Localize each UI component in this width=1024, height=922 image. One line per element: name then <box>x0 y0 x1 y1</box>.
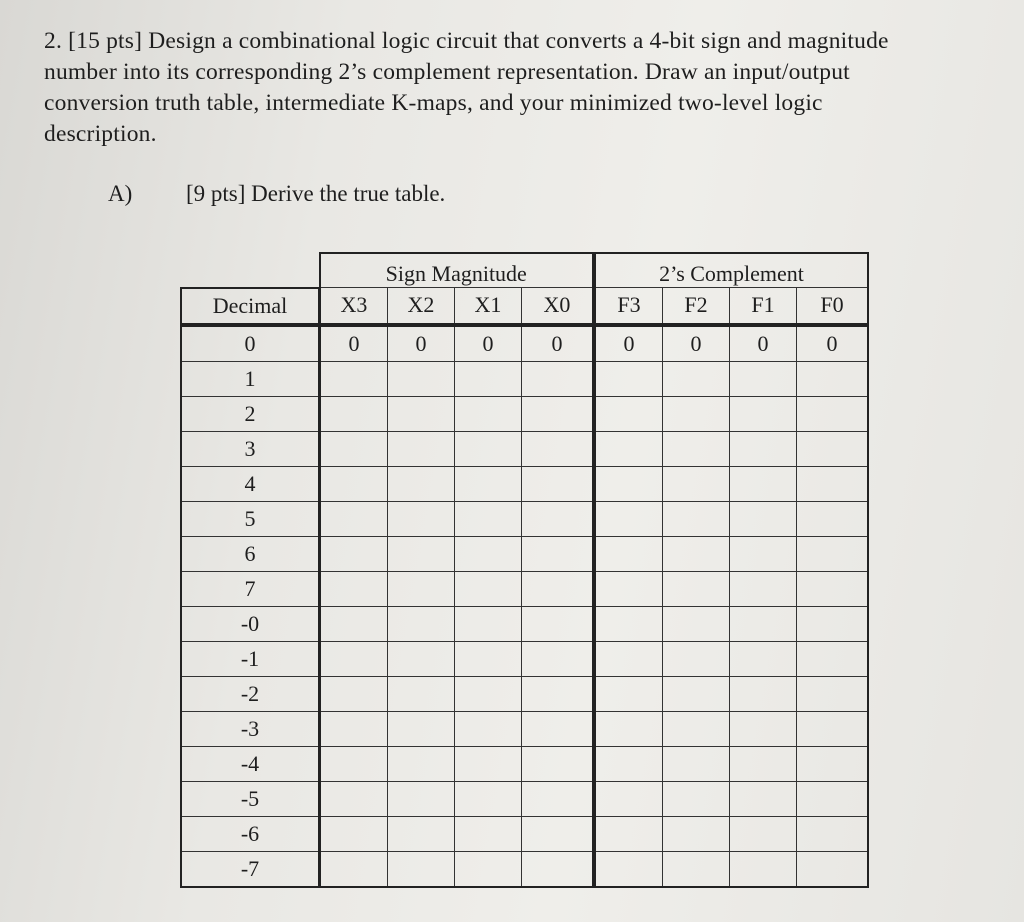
bit-cell[interactable] <box>730 816 797 851</box>
table-row <box>181 466 868 501</box>
bit-cell[interactable] <box>797 851 869 887</box>
bit-cell[interactable] <box>320 711 388 746</box>
table-row <box>181 361 868 396</box>
bit-cell[interactable] <box>455 816 522 851</box>
decimal-cell: 6 <box>181 536 320 571</box>
bit-cell[interactable] <box>388 851 455 887</box>
bit-cell[interactable] <box>663 711 730 746</box>
bit-cell[interactable] <box>522 711 595 746</box>
bit-cell[interactable] <box>797 781 869 816</box>
bit-cell[interactable] <box>455 781 522 816</box>
bit-cell[interactable] <box>663 641 730 676</box>
part-a-label: A) <box>108 181 133 206</box>
bit-cell[interactable]: 0 <box>455 325 522 362</box>
bit-cell[interactable] <box>388 781 455 816</box>
bit-cell[interactable] <box>663 816 730 851</box>
bit-cell[interactable] <box>663 536 730 571</box>
bit-cell[interactable] <box>594 781 663 816</box>
column-header: X3 <box>320 288 388 325</box>
bit-cell[interactable] <box>522 396 595 431</box>
table-row <box>181 325 868 362</box>
bit-cell[interactable] <box>388 571 455 606</box>
table-row <box>181 711 868 746</box>
bit-cell[interactable] <box>388 466 455 501</box>
bit-cell[interactable] <box>320 781 388 816</box>
problem-line: number into its corresponding 2’s complement representation. Draw an input/output <box>44 59 850 85</box>
decimal-cell: 2 <box>181 396 320 431</box>
bit-cell[interactable] <box>320 746 388 781</box>
decimal-cell: -4 <box>181 746 320 781</box>
bit-cell[interactable] <box>320 536 388 571</box>
bit-cell[interactable] <box>594 501 663 536</box>
bit-cell[interactable] <box>388 711 455 746</box>
bit-cell[interactable] <box>730 746 797 781</box>
bit-cell[interactable] <box>522 571 595 606</box>
column-header: F3 <box>594 288 663 325</box>
bit-cell[interactable] <box>663 781 730 816</box>
decimal-cell: -6 <box>181 816 320 851</box>
column-header: X2 <box>388 288 455 325</box>
bit-cell[interactable] <box>730 536 797 571</box>
bit-cell[interactable] <box>388 746 455 781</box>
bit-cell[interactable] <box>730 396 797 431</box>
bit-cell[interactable] <box>797 816 869 851</box>
bit-cell[interactable] <box>594 746 663 781</box>
decimal-cell: 0 <box>181 325 320 362</box>
part-a-text: [9 pts] Derive the true table. <box>186 181 446 206</box>
bit-cell[interactable] <box>320 851 388 887</box>
column-header: X1 <box>455 288 522 325</box>
problem-line: 2. [15 pts] Design a combinational logic circuit that converts a 4-bit sign and magnitude <box>44 28 889 54</box>
bit-cell[interactable] <box>730 641 797 676</box>
bit-cell[interactable] <box>320 606 388 641</box>
bit-cell[interactable] <box>730 606 797 641</box>
problem-line: description. <box>44 121 157 147</box>
bit-cell[interactable] <box>797 396 869 431</box>
bit-cell[interactable] <box>730 676 797 711</box>
bit-cell[interactable]: 0 <box>522 325 595 362</box>
bit-cell[interactable] <box>663 746 730 781</box>
bit-cell[interactable] <box>797 466 869 501</box>
bit-cell[interactable]: 0 <box>388 325 455 362</box>
bit-cell[interactable] <box>797 361 869 396</box>
bit-cell[interactable] <box>797 571 869 606</box>
bit-cell[interactable] <box>797 711 869 746</box>
bit-cell[interactable] <box>522 361 595 396</box>
table-row <box>181 851 868 887</box>
decimal-cell: 3 <box>181 431 320 466</box>
bit-cell[interactable] <box>663 676 730 711</box>
table-row <box>181 746 868 781</box>
column-header: F1 <box>730 288 797 325</box>
bit-cell[interactable]: 0 <box>594 325 663 362</box>
decimal-cell: 4 <box>181 466 320 501</box>
bit-cell[interactable] <box>320 816 388 851</box>
bit-cell[interactable] <box>522 816 595 851</box>
bit-cell[interactable]: 0 <box>663 325 730 362</box>
column-header: F0 <box>797 288 869 325</box>
bit-cell[interactable] <box>455 711 522 746</box>
decimal-cell: -2 <box>181 676 320 711</box>
bit-cell[interactable] <box>730 466 797 501</box>
bit-cell[interactable] <box>594 571 663 606</box>
bit-cell[interactable] <box>522 641 595 676</box>
bit-cell[interactable] <box>730 361 797 396</box>
bit-cell[interactable] <box>455 431 522 466</box>
bit-cell[interactable] <box>663 396 730 431</box>
bit-cell[interactable] <box>522 431 595 466</box>
table-row <box>181 641 868 676</box>
table-row <box>181 501 868 536</box>
bit-cell[interactable] <box>730 781 797 816</box>
bit-cell[interactable] <box>388 536 455 571</box>
bit-cell[interactable] <box>797 501 869 536</box>
table-row <box>181 571 868 606</box>
table-row <box>181 676 868 711</box>
bit-cell[interactable] <box>663 466 730 501</box>
decimal-cell: 5 <box>181 501 320 536</box>
bit-cell[interactable] <box>663 361 730 396</box>
bit-cell[interactable] <box>663 431 730 466</box>
decimal-cell: -5 <box>181 781 320 816</box>
bit-cell[interactable] <box>455 571 522 606</box>
bit-cell[interactable] <box>730 501 797 536</box>
bit-cell[interactable] <box>388 676 455 711</box>
bit-cell[interactable] <box>730 711 797 746</box>
bit-cell[interactable] <box>455 746 522 781</box>
decimal-cell: -1 <box>181 641 320 676</box>
decimal-cell: 1 <box>181 361 320 396</box>
decimal-cell: 7 <box>181 571 320 606</box>
bit-cell[interactable] <box>522 606 595 641</box>
problem-line: conversion truth table, intermediate K-maps, and your minimized two-level logic <box>44 90 823 116</box>
bit-cell[interactable] <box>663 571 730 606</box>
problem-statement <box>44 26 1024 150</box>
bit-cell[interactable] <box>320 466 388 501</box>
bit-cell[interactable]: 0 <box>797 325 869 362</box>
bit-cell[interactable] <box>522 676 595 711</box>
bit-cell[interactable] <box>388 606 455 641</box>
bit-cell[interactable] <box>388 396 455 431</box>
table-row <box>181 431 868 466</box>
bit-cell[interactable] <box>594 606 663 641</box>
bit-cell[interactable] <box>594 361 663 396</box>
column-header: F2 <box>663 288 730 325</box>
truth-table <box>180 252 869 888</box>
bit-cell[interactable] <box>455 851 522 887</box>
decimal-cell: -0 <box>181 606 320 641</box>
table-row <box>181 816 868 851</box>
decimal-cell: -7 <box>181 851 320 887</box>
bit-cell[interactable] <box>797 641 869 676</box>
bit-cell[interactable] <box>797 536 869 571</box>
bit-cell[interactable] <box>388 816 455 851</box>
bit-cell[interactable] <box>388 431 455 466</box>
bit-cell[interactable] <box>455 606 522 641</box>
table-row <box>181 536 868 571</box>
bit-cell[interactable] <box>522 851 595 887</box>
bit-cell[interactable] <box>797 606 869 641</box>
bit-cell[interactable] <box>797 676 869 711</box>
bit-cell[interactable] <box>388 361 455 396</box>
bit-cell[interactable] <box>663 606 730 641</box>
bit-cell[interactable] <box>594 466 663 501</box>
table-row <box>181 606 868 641</box>
bit-cell[interactable] <box>320 431 388 466</box>
bit-cell[interactable] <box>388 641 455 676</box>
bit-cell[interactable] <box>594 816 663 851</box>
decimal-cell: -3 <box>181 711 320 746</box>
bit-cell[interactable] <box>388 501 455 536</box>
bit-cell[interactable] <box>797 431 869 466</box>
bit-cell[interactable]: 0 <box>320 325 388 362</box>
bit-cell[interactable] <box>594 711 663 746</box>
table-row <box>181 396 868 431</box>
bit-cell[interactable] <box>594 676 663 711</box>
bit-cell[interactable] <box>522 781 595 816</box>
bit-cell[interactable] <box>455 641 522 676</box>
bit-cell[interactable] <box>455 501 522 536</box>
bit-cell[interactable] <box>320 641 388 676</box>
bit-cell[interactable] <box>455 466 522 501</box>
bit-cell[interactable] <box>320 501 388 536</box>
bit-cell[interactable] <box>594 851 663 887</box>
bit-cell[interactable] <box>455 361 522 396</box>
bit-cell[interactable] <box>522 536 595 571</box>
bit-cell[interactable] <box>797 746 869 781</box>
bit-cell[interactable] <box>320 361 388 396</box>
column-header: Decimal <box>181 288 320 325</box>
bit-cell[interactable] <box>522 746 595 781</box>
table-row <box>181 781 868 816</box>
bit-cell[interactable] <box>455 536 522 571</box>
bit-cell[interactable]: 0 <box>730 325 797 362</box>
bit-cell[interactable] <box>663 501 730 536</box>
sign-magnitude-header: Sign Magnitude <box>320 253 595 288</box>
twos-complement-header: 2’s Complement <box>594 253 868 288</box>
bit-cell[interactable] <box>663 851 730 887</box>
bit-cell[interactable] <box>730 431 797 466</box>
bit-cell[interactable] <box>594 536 663 571</box>
bit-cell[interactable] <box>730 571 797 606</box>
bit-cell[interactable] <box>522 501 595 536</box>
column-header: X0 <box>522 288 595 325</box>
part-a <box>108 181 445 207</box>
bit-cell[interactable] <box>594 396 663 431</box>
bit-cell[interactable] <box>320 396 388 431</box>
bit-cell[interactable] <box>594 431 663 466</box>
bit-cell[interactable] <box>730 851 797 887</box>
bit-cell[interactable] <box>522 466 595 501</box>
bit-cell[interactable] <box>320 676 388 711</box>
bit-cell[interactable] <box>320 571 388 606</box>
bit-cell[interactable] <box>455 676 522 711</box>
bit-cell[interactable] <box>455 396 522 431</box>
bit-cell[interactable] <box>594 641 663 676</box>
